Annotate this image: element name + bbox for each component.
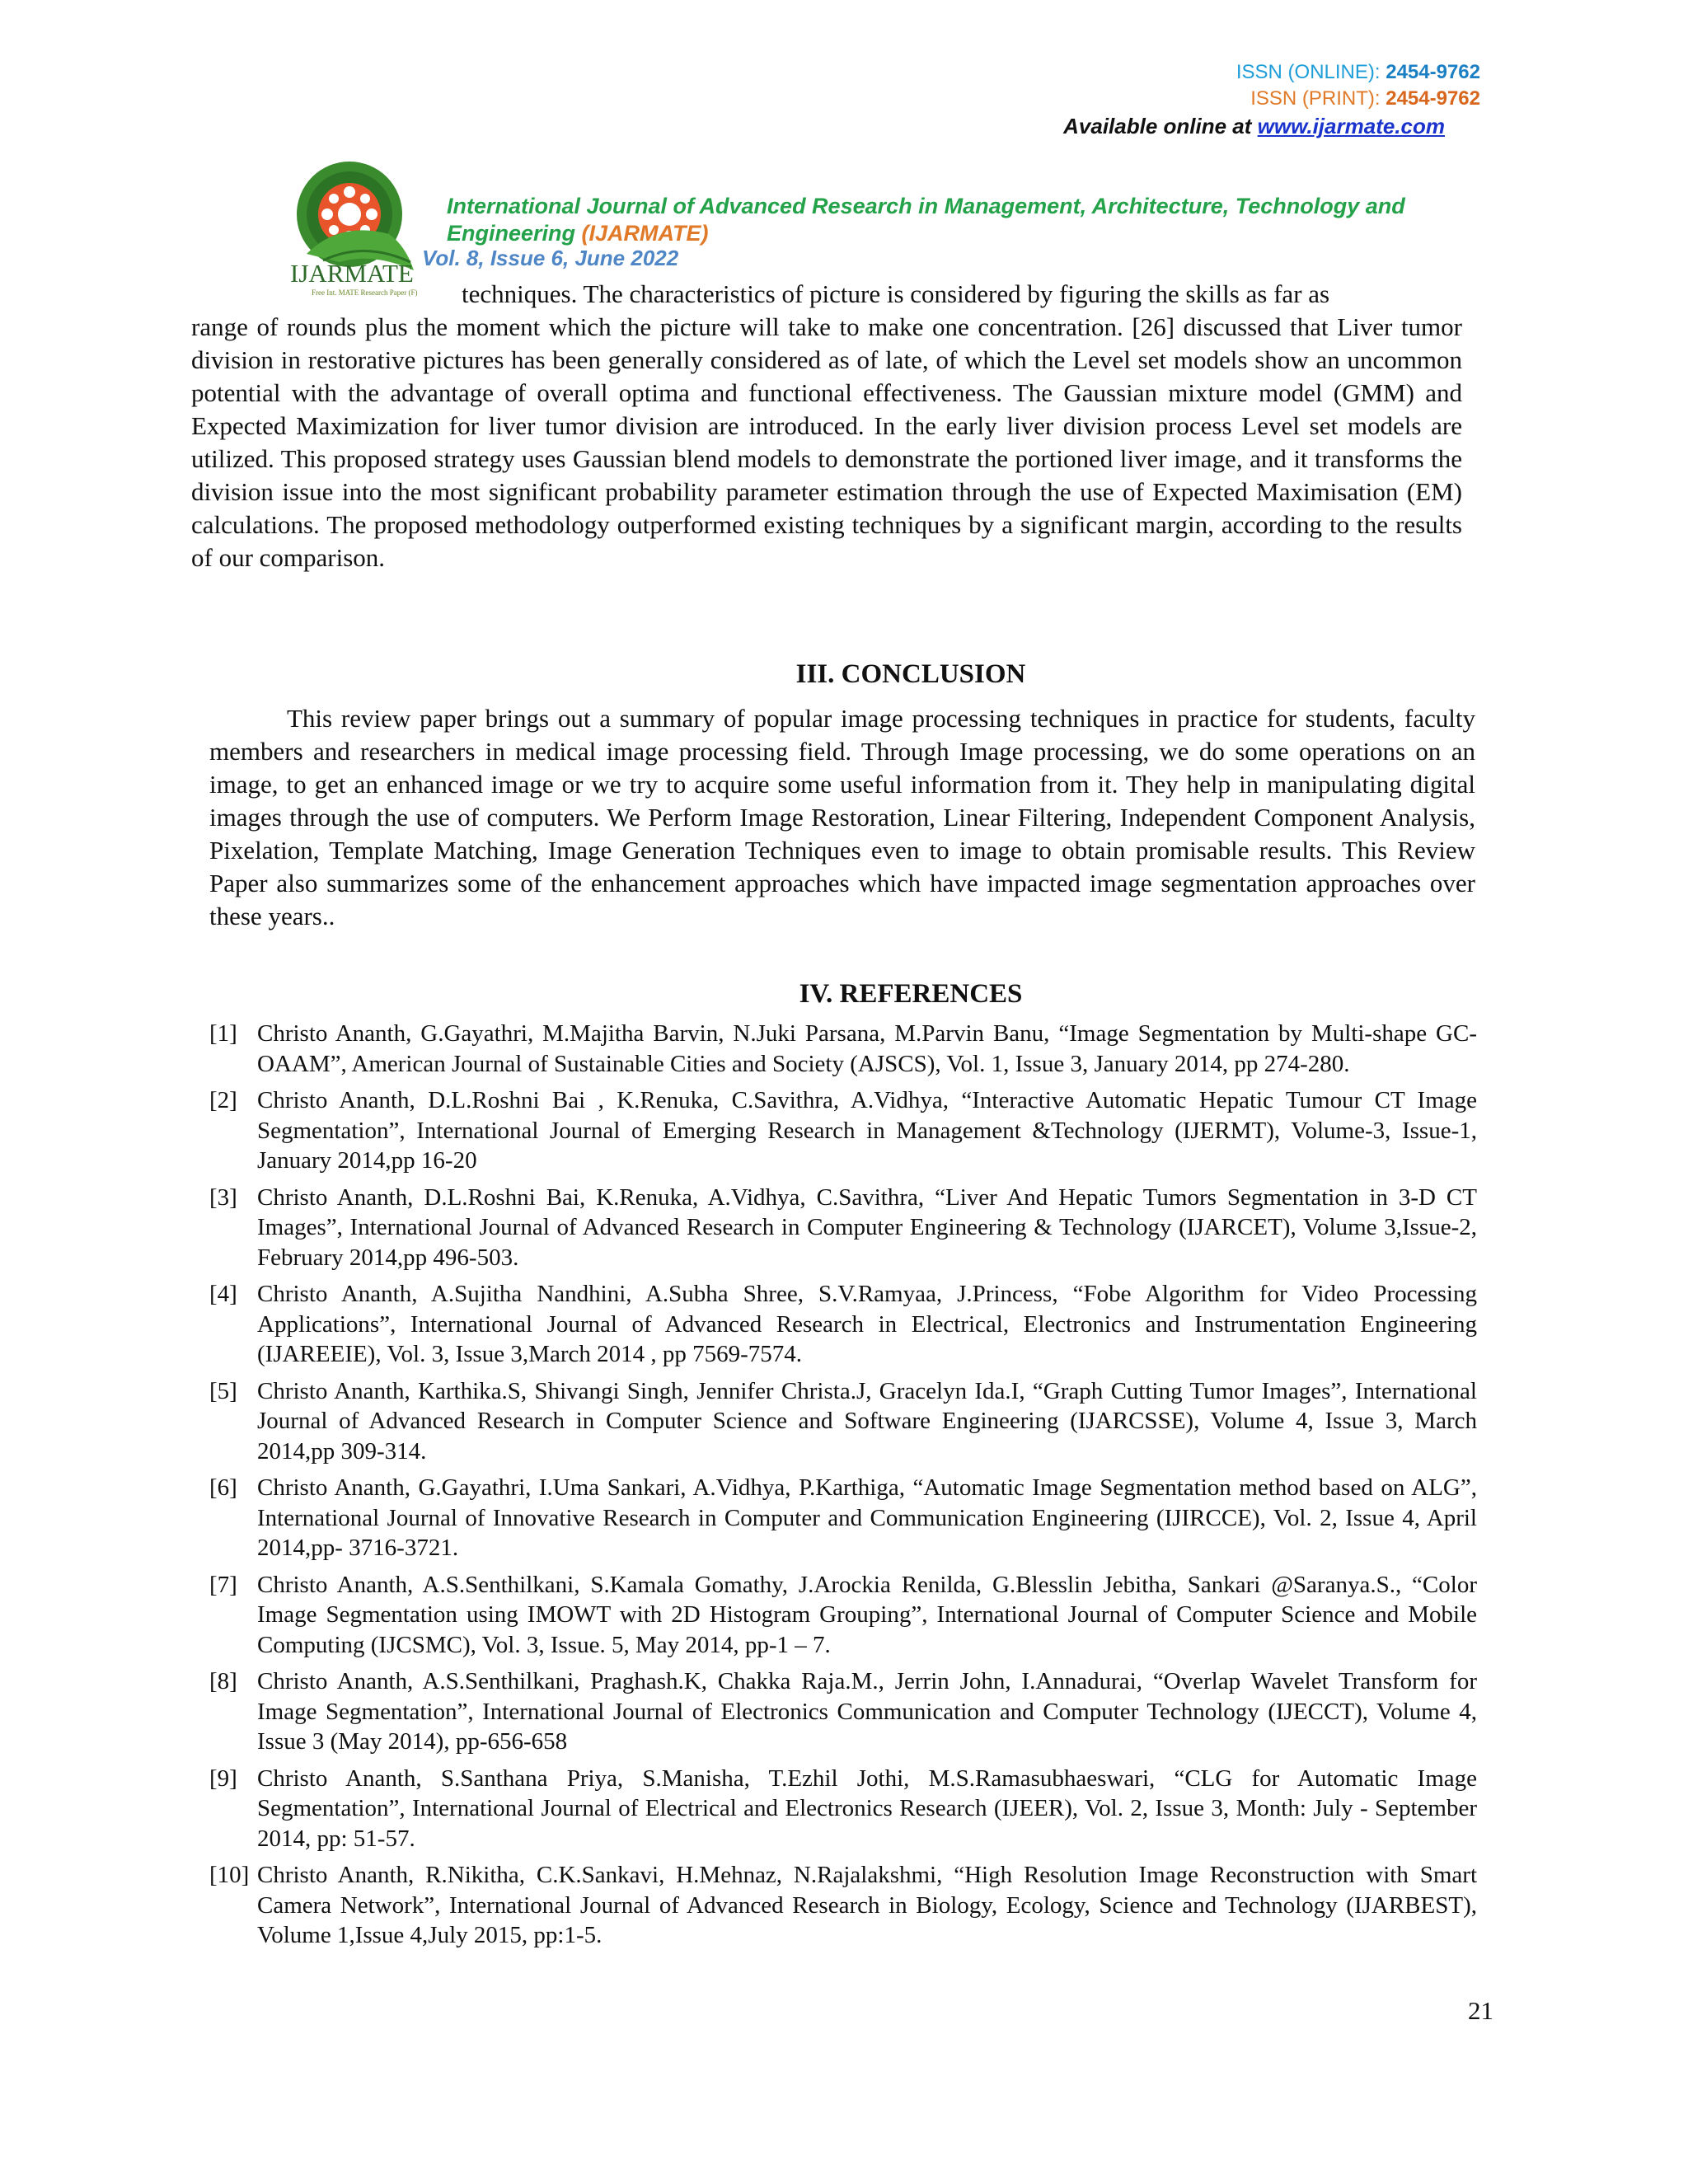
issn-online-value: 2454-9762 [1386, 61, 1480, 83]
reference-text: Christo Ananth, Karthika.S, Shivangi Singh, Jennifer Christa.J, Gracelyn Ida.I, “Graph Cutting Tumor Images”, International Journal of Advanced Research in Computer Science and Software Engineering (IJARCSSE), Volume 4, Issue 3, March 2014,pp 309-314. [257, 1377, 1477, 1465]
reference-text: Christo Ananth, G.Gayathri, M.Majitha Barvin, N.Juki Parsana, M.Parvin Banu, “Image Segmentation by Multi-shape GC-OAAM”, American Journal of Sustainable Cities and Society (AJSCS), Vol. 1, Issue 3, January 2014, pp 274-280. [257, 1020, 1477, 1077]
reference-number: [9] [209, 1765, 237, 1792]
reference-item [209, 1019, 1477, 1079]
logo-tagline: Free Int. MATE Research Paper (F) [312, 288, 418, 297]
reference-item [209, 1666, 1477, 1757]
journal-title [447, 193, 1477, 247]
reference-number: [5] [209, 1377, 237, 1404]
reference-text: Christo Ananth, D.L.Roshni Bai, K.Renuka, A.Vidhya, C.Savithra, “Liver And Hepatic Tumors Segmentation in 3-D CT Images”, International Journal of Advanced Research in Computer Engineering & Technology (IJARCET), Volume 3,Issue-2, February 2014,pp 496-503. [257, 1183, 1477, 1271]
reference-item [209, 1473, 1477, 1563]
reference-number: [7] [209, 1571, 237, 1598]
available-online [1063, 114, 1445, 139]
reference-text: Christo Ananth, A.S.Senthilkani, S.Kamala Gomathy, J.Arockia Renilda, G.Blesslin Jebitha, Sankari @Saranya.S., “Color Image Segmentation using IMOWT with 2D Histogram Grouping”, International Journal of Computer Science and Mobile Computing (IJCSMC), Vol. 3, Issue. 5, May 2014, pp-1 – 7. [257, 1571, 1477, 1658]
conclusion-paragraph: This review paper brings out a summary of popular image processing techniques in practice for students, faculty members and researchers in medical image processing field. Through Image processing, we do some operations on an image, to get an enhanced image or we try to acquire some useful information from it. They help in manipulating digital images through the use of computers. We Perform Image Restoration, Linear Filtering, Independent Component Analysis, Pixelation, Template Matching, Image Generation Techniques even to image to obtain promisable results. This Review Paper also summarizes some of the enhancement approaches which have impacted image segmentation approaches over these years.. [209, 704, 1475, 930]
page-number: 21 [1468, 1996, 1493, 2025]
available-label: Available online at [1063, 114, 1258, 138]
references-list [209, 1019, 1477, 1957]
reference-text: Christo Ananth, R.Nikitha, C.K.Sankavi, H.Mehnaz, N.Rajalakshmi, “High Resolution Image Reconstruction with Smart Camera Network”, International Journal of Advanced Research in Biology, Ecology, Science and Technology (IJARBEST), Volume 1,Issue 4,July 2015, pp:1-5. [257, 1862, 1477, 1948]
issn-online [1236, 61, 1480, 84]
reference-item [209, 1860, 1477, 1951]
intro-paragraph [191, 278, 1462, 574]
intro-body-text: range of rounds plus the moment which the picture will take to make one concentration. [26] discussed that Liver tumor division in restorative pictures has been generally considered as of late, of which the Level set models show an uncommon potential with the advantage of overall optima and functional effectiveness. The Gaussian mixture model (GMM) and Expected Maximization for liver tumor division are introduced. In the early liver division process Level set models are utilized. This proposed strategy uses Gaussian blend models to demonstrate the portioned liver image, and it transforms the division issue into the most significant probability parameter estimation through the use of Expected Maximisation (EM) calculations. The proposed methodology outperformed existing techniques by a significant margin, according to the results of our comparison. [191, 312, 1462, 572]
reference-text: Christo Ananth, A.Sujitha Nandhini, A.Subha Shree, S.V.Ramyaa, J.Princess, “Fobe Algorithm for Video Processing Applications”, International Journal of Advanced Research in Electrical, Electronics and Instrumentation Engineering (IJAREEIE), Vol. 3, Issue 3,March 2014 , pp 7569-7574. [257, 1281, 1477, 1367]
reference-text: Christo Ananth, S.Santhana Priya, S.Manisha, T.Ezhil Jothi, M.S.Ramasubhaeswari, “CLG for Automatic Image Segmentation”, International Journal of Electrical and Electronics Research (IJEER), Vol. 2, Issue 3, Month: July - September 2014, pp: 51-57. [257, 1765, 1477, 1852]
journal-abbr: (IJARMATE) [581, 221, 709, 246]
reference-item [209, 1279, 1477, 1370]
reference-number: [4] [209, 1281, 237, 1307]
reference-number: [2] [209, 1087, 237, 1113]
logo-wordmark: IJARMATE [290, 259, 414, 288]
volume-issue: Vol. 8, Issue 6, June 2022 [422, 246, 679, 270]
issn-print-value: 2454-9762 [1386, 87, 1480, 110]
references-heading: IV. REFERENCES [799, 979, 1023, 1009]
conclusion-heading: III. CONCLUSION [795, 659, 1026, 689]
reference-number: [8] [209, 1668, 237, 1694]
reference-item [209, 1183, 1477, 1273]
reference-number: [1] [209, 1020, 237, 1047]
journal-website-link[interactable]: www.ijarmate.com [1257, 114, 1445, 138]
reference-item [209, 1764, 1477, 1854]
reference-item [209, 1570, 1477, 1661]
reference-text: Christo Ananth, D.L.Roshni Bai , K.Renuka, C.Savithra, A.Vidhya, “Interactive Automatic Hepatic Tumour CT Image Segmentation”, International Journal of Emerging Research in Management &Technology (IJERMT), Volume-3, Issue-1, January 2014,pp 16-20 [257, 1087, 1477, 1174]
issn-online-label: ISSN (ONLINE): [1236, 61, 1386, 83]
reference-item [209, 1376, 1477, 1467]
reference-number: [10] [209, 1862, 250, 1888]
issn-print-label: ISSN (PRINT): [1250, 87, 1386, 110]
reference-item [209, 1085, 1477, 1176]
intro-first-line: techniques. The characteristics of picture is considered by figuring the skills as far as [462, 279, 1330, 308]
reference-text: Christo Ananth, A.S.Senthilkani, Praghash.K, Chakka Raja.M., Jerrin John, I.Annadurai, “Overlap Wavelet Transform for Image Segmentation”, International Journal of Electronics Communication and Computer Technology (IJECCT), Volume 4, Issue 3 (May 2014), pp-656-658 [257, 1668, 1477, 1755]
journal-name: International Journal of Advanced Research in Management, Architecture, Technology and Engineering [447, 194, 1405, 246]
reference-text: Christo Ananth, G.Gayathri, I.Uma Sankari, A.Vidhya, P.Karthiga, “Automatic Image Segmentation method based on ALG”, International Journal of Innovative Research in Computer and Communication Engineering (IJIRCCE), Vol. 2, Issue 4, April 2014,pp- 3716-3721. [257, 1474, 1477, 1561]
reference-number: [6] [209, 1474, 237, 1501]
reference-number: [3] [209, 1183, 237, 1211]
issn-print [1250, 87, 1480, 110]
